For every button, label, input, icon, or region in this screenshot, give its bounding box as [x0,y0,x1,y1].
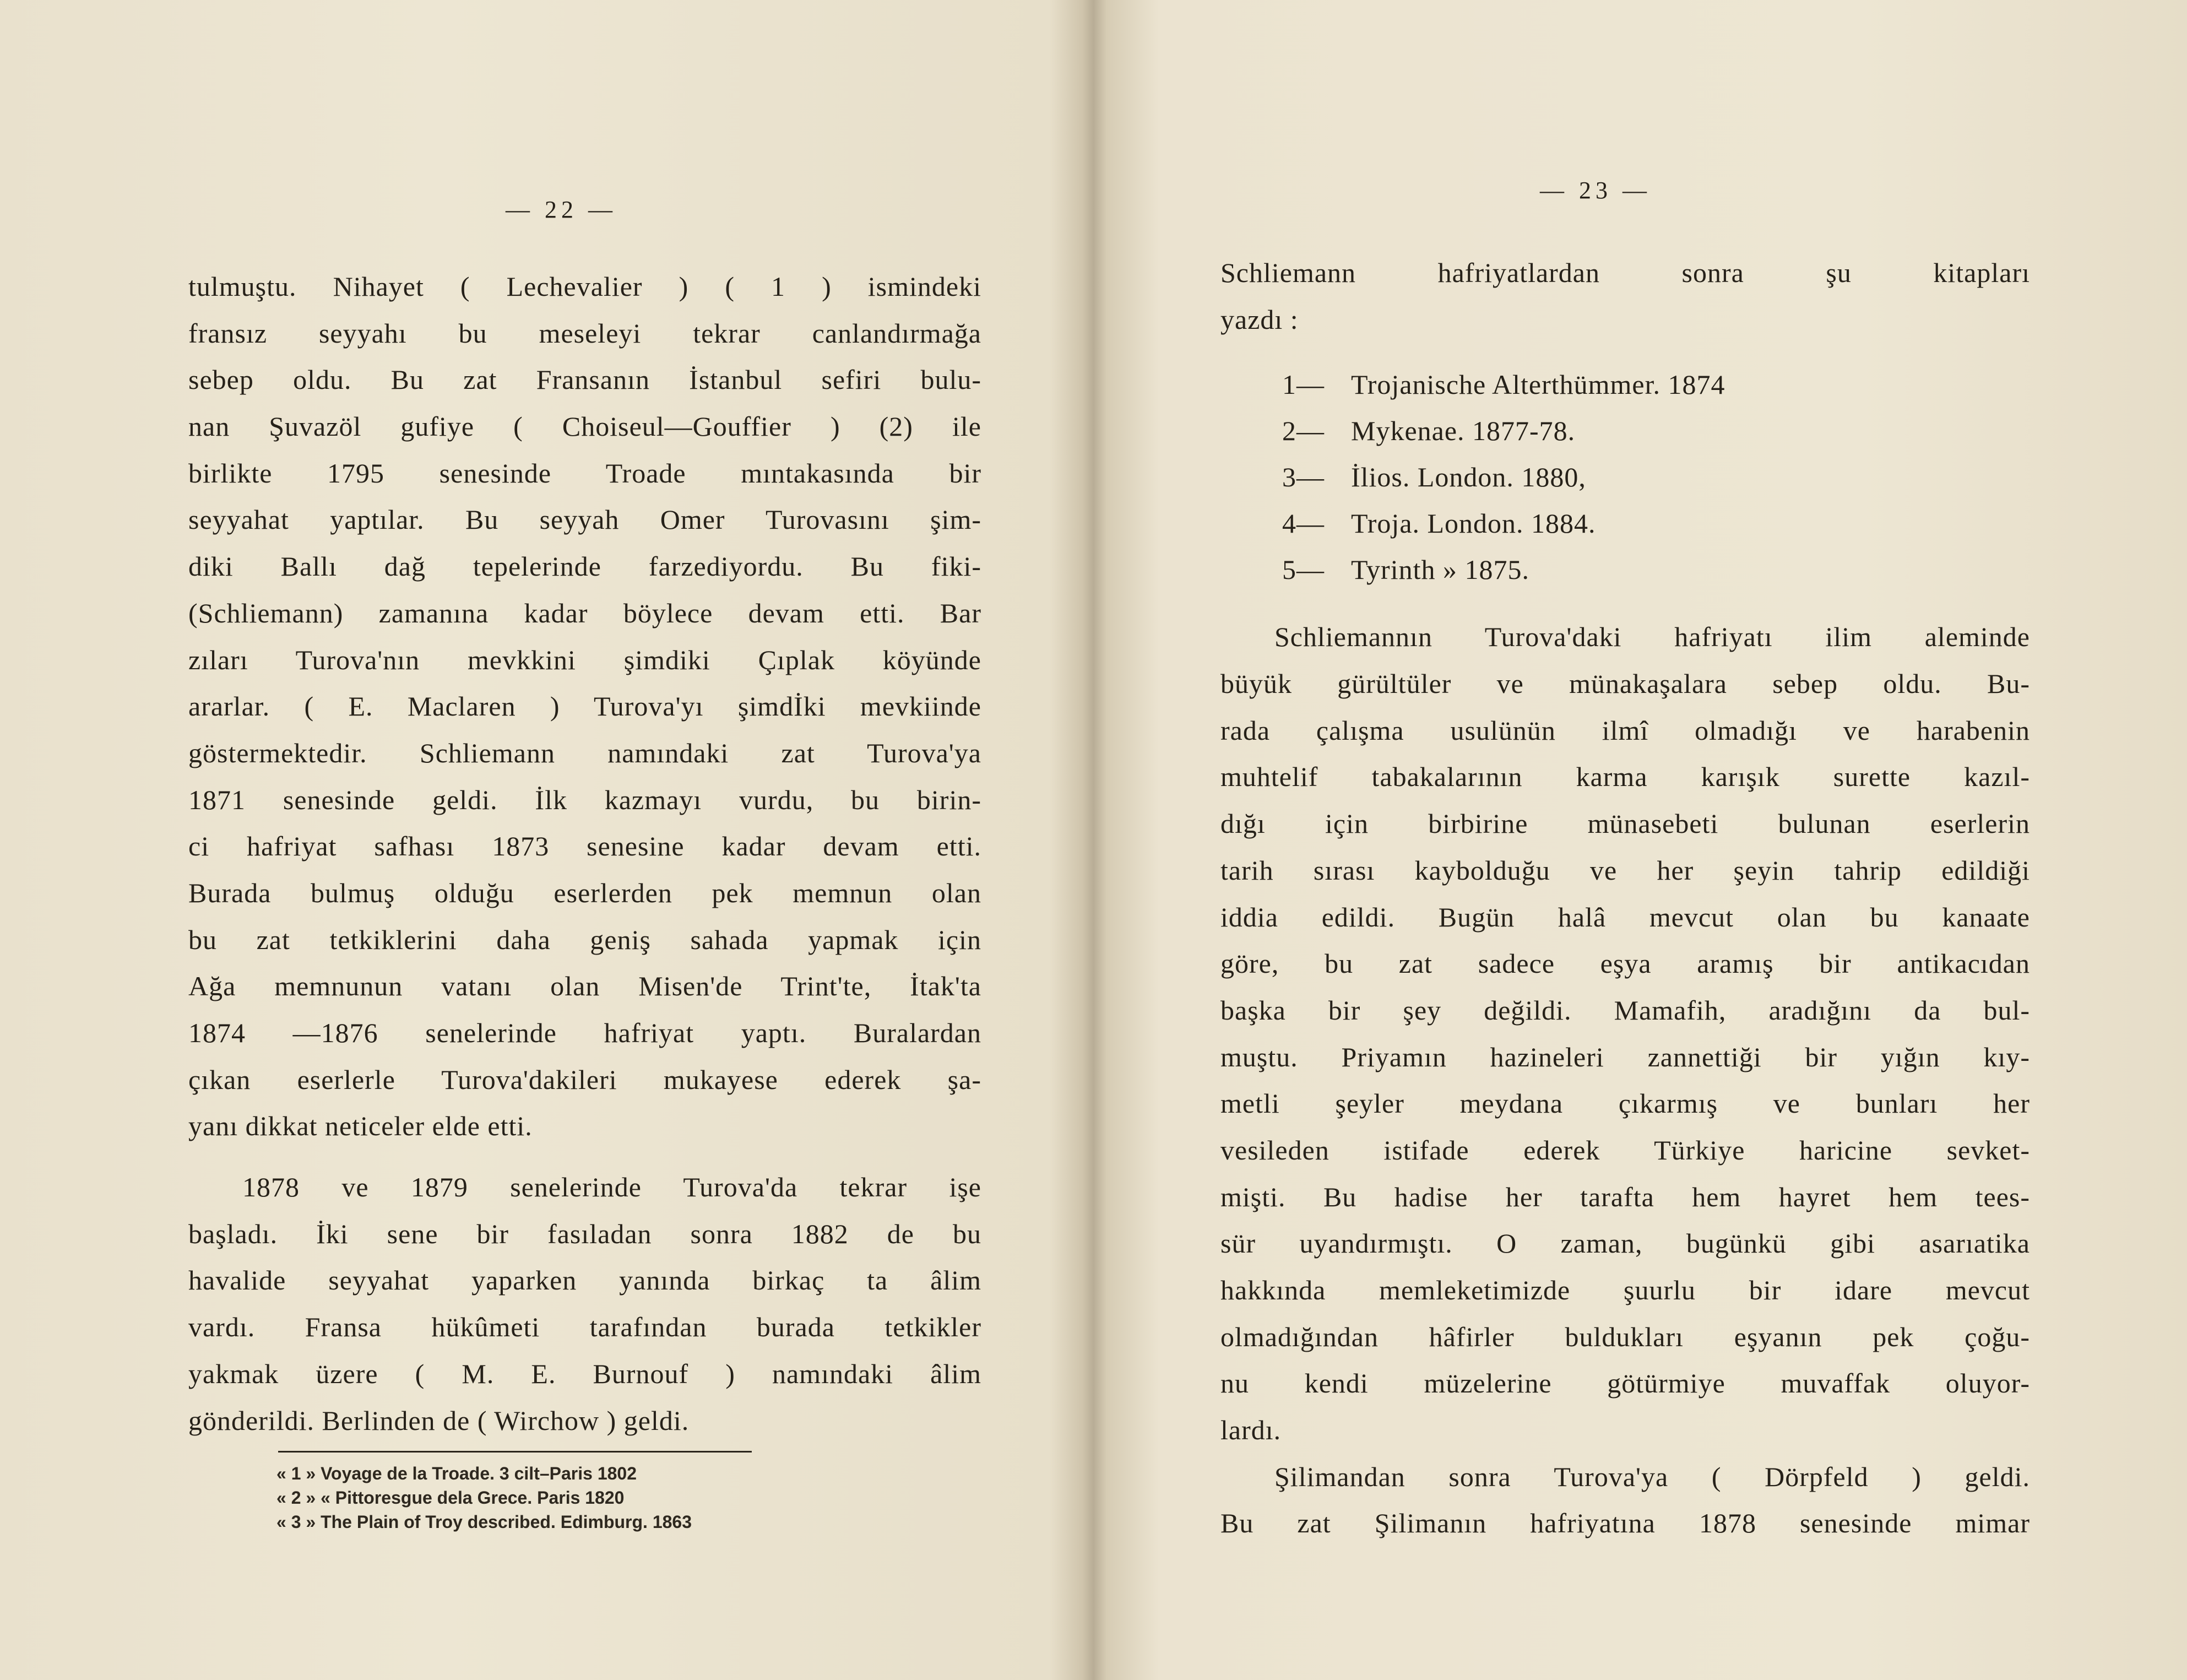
body-text [188,263,981,1444]
text-line: muhtelif tabakalarının karma karışık surette kazıl- [1220,761,2030,793]
list-number: 3— [1282,462,1325,493]
text-line: mişti. Bu hadise her tarafta hem hayret hem tees- [1220,1181,2030,1212]
text-line: vesileden istifade ederek Türkiye haricine sevket- [1220,1134,2030,1166]
book-title: Trojanische Alterthümmer. 1874 [1351,369,1725,400]
text-line: gönderildi. Berlinden de ( Wirchow ) geldi. [188,1405,690,1436]
text-line: çıkan eserlerle Turova'dakileri mukayese ederek şa- [188,1064,981,1095]
footnote-divider [278,1451,752,1453]
list-number: 2— [1282,415,1325,447]
text-line: sür uyandırmıştı. O zaman, bugünkü gibi asarıatika [1220,1228,2030,1259]
text-line: dığı için birbirine münasebeti bulunan eserlerin [1220,808,2030,839]
text-line: ci hafriyat safhası 1873 senesine kadar devam etti. [188,831,981,862]
text-line: yanı dikkat neticeler elde etti. [188,1110,533,1142]
text-line: bu zat tetkiklerini daha geniş sahada yapmak için [188,924,981,955]
text-line: göre, bu zat sadece eşya aramış bir antikacıdan [1220,948,2030,979]
list-item [1220,546,2030,593]
text-line: vardı. Fransa hükûmeti tarafından burada tetkikler [188,1312,981,1343]
text-line: olmadığından hâfirler buldukları eşyanın pek çoğu- [1220,1321,2030,1352]
book-title: Troja. London. 1884. [1351,508,1596,539]
text-line: havalide seyyahat yaparken yanında birkaç ta âlim [188,1265,981,1296]
list-number: 5— [1282,554,1325,586]
text-line: seyyahat yaptılar. Bu seyyah Omer Turovasını şim- [188,504,981,535]
text-line: nu kendi müzelerine götürmiye muvaffak oluyor- [1220,1368,2030,1399]
list-item [1220,500,2030,546]
text-line: nan Şuvazöl gufiye ( Choiseul—Gouffier ) (2) ile [188,411,981,442]
text-line: 1874 —1876 senelerinde hafriyat yaptı. Buralardan [188,1017,981,1048]
text-line: Şilimandan sonra Turova'ya ( Dörpfeld ) geldi. [1274,1461,2030,1492]
page-number: — 22 — [506,196,617,223]
text-line: büyük gürültüler ve münakaşalara sebep oldu. Bu- [1220,668,2030,700]
text-line: (Schliemann) zamanına kadar böylece devam etti. Bar [188,597,981,628]
page-number: — 23 — [1540,177,1651,204]
list-item [1220,361,2030,408]
list-item [1220,454,2030,500]
text-line: yazdı : [1220,304,1299,335]
list-item [1220,408,2030,454]
text-line: lardı. [1220,1415,1282,1446]
book-list [1220,361,2030,593]
text-line: başladı. İki sene bir fasıladan sonra 1882 de bu [188,1218,981,1249]
text-line: rada çalışma usulünün ilmî olmadığı ve harabenin [1220,714,2030,746]
text-line: hakkında memleketimizde şuurlu bir idare mevcut [1220,1275,2030,1305]
text-line: iddia edildi. Bugün halâ mevcut olan bu kanaate [1220,901,2030,933]
text-line: ararlar. ( E. Maclaren ) Turova'yı şimdİki mevkiinde [188,691,981,722]
text-line: metli şeyler meydana çıkarmış ve bunları her [1220,1088,2030,1119]
text-line: yakmak üzere ( M. E. Burnouf ) namındaki âlim [188,1358,981,1389]
text-line: Bu zat Şilimanın hafriyatına 1878 senesinde mimar [1220,1508,2030,1539]
book-title: İlios. London. 1880, [1351,462,1586,493]
text-line: zıları Turova'nın mevkkini şimdiki Çıplak köyünde [188,644,981,675]
text-line: başka bir şey değildi. Mamafih, aradığını da bul- [1220,994,2030,1026]
left-page [0,0,1093,1680]
text-line: Burada bulmuş olduğu eserlerden pek memnun olan [188,877,981,908]
book-title: Tyrinth » 1875. [1351,554,1529,586]
list-number: 4— [1282,508,1325,539]
text-line: tarih sırası kaybolduğu ve her şeyin tahrip edildiği [1220,854,2030,886]
text-line: fransız seyyahı bu meseleyi tekrar canlandırmağa [188,317,981,349]
text-line: muştu. Priyamın hazineleri zannettiği bir yığın kıy- [1220,1041,2030,1072]
text-line: Ağa memnunun vatanı olan Misen'de Trint'te, İtak'ta [188,971,981,1002]
text-line: Schliemannın Turova'daki hafriyatı ilim aleminde [1274,621,2030,653]
text-line: 1871 senesinde geldi. İlk kazmayı vurdu, bu birin- [188,784,981,815]
list-number: 1— [1282,369,1325,400]
book-title: Mykenae. 1877-78. [1351,415,1576,447]
text-line: sebep oldu. Bu zat Fransanın İstanbul sefiri bulu- [188,364,981,395]
text-line: diki Ballı dağ tepelerinde farzediyordu. Bu fiki- [188,551,981,582]
footnote: « 3 » The Plain of Troy described. Edimburg. 1863 [276,1512,692,1532]
body-text [1220,250,2030,1547]
text-line: Schliemann hafriyatlardan sonra şu kitapları [1220,257,2030,288]
text-line: göstermektedir. Schliemann namındaki zat Turova'ya [188,737,981,768]
footnote: « 1 » Voyage de la Troade. 3 cilt–Paris 1802 [276,1464,637,1483]
footnotes [276,1461,692,1534]
footnote: « 2 » « Pittoresgue dela Grece. Paris 1820 [276,1488,625,1508]
text-line: tulmuştu. Nihayet ( Lechevalier ) ( 1 ) ismindeki [188,271,981,302]
text-line: birlikte 1795 senesinde Troade mıntakasında bir [188,457,981,489]
text-line: 1878 ve 1879 senelerinde Turova'da tekrar işe [242,1172,981,1203]
